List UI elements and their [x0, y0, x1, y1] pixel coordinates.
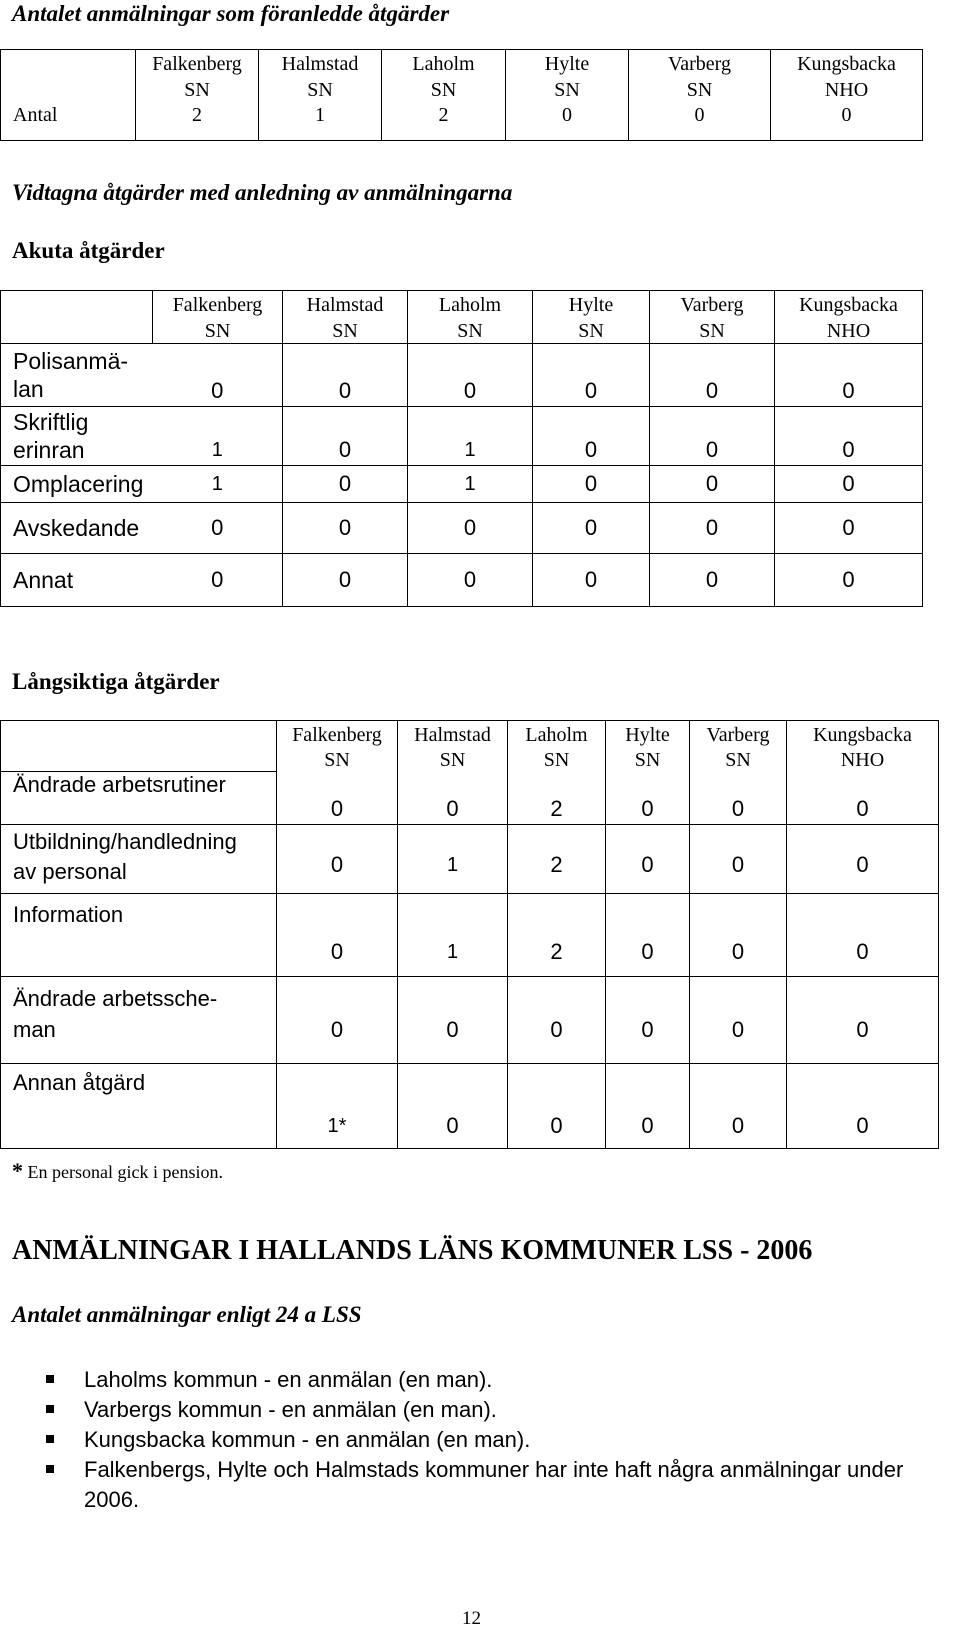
table-cell: 1	[408, 407, 533, 466]
table-cell: 2	[382, 102, 506, 141]
table-row	[1, 772, 939, 825]
table-cell: 0	[775, 344, 923, 407]
row-label: Antal	[1, 102, 136, 141]
list-item: Falkenbergs, Hylte och Halmstads kommuner har inte haft några anmälningar under 2006.	[44, 1455, 934, 1515]
table-cell: 0	[408, 554, 533, 607]
col-header: Laholm	[382, 50, 506, 77]
table-cell: 2	[508, 894, 606, 977]
col-header: Hylte	[606, 721, 690, 748]
col-subheader: SN	[382, 76, 506, 102]
table-cell: 0	[408, 503, 533, 554]
subsection-title-lss: Antalet anmälningar enligt 24 a LSS	[12, 1302, 362, 1327]
col-header: Hylte	[506, 50, 629, 77]
table-cell: 2	[508, 772, 606, 825]
row-label: Avskedande	[1, 503, 153, 554]
table-cell: 0	[277, 977, 398, 1064]
col-subheader: SN	[690, 747, 787, 772]
table-cell: 0	[398, 977, 508, 1064]
table-cell: 0	[690, 1064, 787, 1149]
table-cell: 0	[277, 772, 398, 825]
table-cell: 0	[606, 772, 690, 825]
table-akuta	[0, 290, 923, 607]
row-label: Ändrade arbetssche- man	[1, 977, 277, 1064]
table-header-row	[1, 50, 923, 77]
list-item: Laholms kommun - en anmälan (en man).	[44, 1365, 934, 1395]
table-cell: 0	[408, 344, 533, 407]
col-header: Kungsbacka	[771, 50, 923, 77]
bullet-list	[44, 1365, 934, 1515]
table-cell: 0	[283, 344, 408, 407]
col-subheader: SN	[283, 317, 408, 344]
table-row	[1, 407, 923, 466]
row-label: Utbildning/handledning av personal	[1, 825, 277, 894]
footnote-mark: *	[12, 1158, 23, 1183]
row-label: Ändrade arbetsrutiner	[1, 772, 277, 825]
table-cell: 0	[690, 772, 787, 825]
row-label: Polisanmä- lan	[1, 344, 153, 407]
table-cell: 0	[153, 344, 283, 407]
col-subheader: SN	[606, 747, 690, 772]
section-title-vidtagna: Vidtagna åtgärder med anledning av anmälningarna	[12, 180, 513, 205]
col-subheader: SN	[136, 76, 259, 102]
subsection-title-langsiktiga: Långsiktiga åtgärder	[12, 669, 220, 694]
list-item: Varbergs kommun - en anmälan (en man).	[44, 1395, 934, 1425]
table-row	[1, 466, 923, 503]
table-row	[1, 977, 939, 1064]
footnote-text: En personal gick i pension.	[23, 1162, 223, 1182]
table-row	[1, 102, 923, 141]
table-cell: 0	[775, 503, 923, 554]
table-cell: 0	[153, 503, 283, 554]
table-cell: 0	[787, 1064, 939, 1149]
col-header: Halmstad	[398, 721, 508, 748]
col-subheader: SN	[408, 317, 533, 344]
col-header: Varberg	[650, 291, 775, 318]
table-cell: 0	[533, 503, 650, 554]
table-corner	[1, 291, 153, 318]
page-number: 12	[462, 1608, 481, 1629]
col-subheader: SN	[506, 76, 629, 102]
table-cell: 0	[650, 344, 775, 407]
list-item: Kungsbacka kommun - en anmälan (en man).	[44, 1425, 934, 1455]
bullet-square-icon	[46, 1375, 54, 1383]
table-cell: 0	[508, 977, 606, 1064]
table-cell: 0	[606, 894, 690, 977]
table-cell: 0	[690, 894, 787, 977]
table-cell: 0	[398, 1064, 508, 1149]
table-langsiktiga	[0, 720, 939, 1149]
table-cell: 0	[283, 503, 408, 554]
col-subheader: SN	[533, 317, 650, 344]
table-header-row	[1, 291, 923, 318]
table-cell: 0	[787, 977, 939, 1064]
col-subheader: NHO	[787, 747, 939, 772]
col-header: Falkenberg	[153, 291, 283, 318]
footnote	[12, 1158, 223, 1184]
table-cell: 0	[787, 772, 939, 825]
col-header: Falkenberg	[277, 721, 398, 748]
table-cell: 0	[533, 344, 650, 407]
table-cell: 1	[259, 102, 382, 141]
col-subheader: SN	[277, 747, 398, 772]
table-cell: 0	[283, 554, 408, 607]
col-header: Varberg	[629, 50, 771, 77]
section-title-lss: ANMÄLNINGAR I HALLANDS LÄNS KOMMUNER LSS - 2006	[12, 1235, 813, 1266]
table-cell: 0	[629, 102, 771, 141]
col-subheader: NHO	[771, 76, 923, 102]
table-cell: 1	[153, 466, 283, 503]
table-cell: 0	[690, 825, 787, 894]
table-cell: 1*	[277, 1064, 398, 1149]
col-header: Falkenberg	[136, 50, 259, 77]
table-cell: 1	[153, 407, 283, 466]
col-subheader: SN	[398, 747, 508, 772]
table-row	[1, 344, 923, 407]
table-cell: 0	[606, 825, 690, 894]
col-header: Laholm	[508, 721, 606, 748]
table-cell: 0	[533, 407, 650, 466]
table-row	[1, 894, 939, 977]
table-cell: 0	[283, 466, 408, 503]
table-cell: 2	[136, 102, 259, 141]
col-header: Kungsbacka	[787, 721, 939, 748]
table-cell: 0	[775, 407, 923, 466]
table-cell: 0	[771, 102, 923, 141]
table-corner	[1, 721, 277, 748]
col-subheader: SN	[508, 747, 606, 772]
table-row	[1, 554, 923, 607]
row-label: Skriftlig erinran	[1, 407, 153, 466]
table-cell: 0	[533, 554, 650, 607]
table-cell: 0	[787, 825, 939, 894]
table-cell: 0	[775, 466, 923, 503]
table-header-row	[1, 721, 939, 748]
table-cell: 1	[398, 894, 508, 977]
table-sub-row	[1, 317, 923, 344]
row-label: Omplacering	[1, 466, 153, 503]
col-subheader: SN	[650, 317, 775, 344]
col-header: Hylte	[533, 291, 650, 318]
table-corner	[1, 747, 277, 772]
col-subheader: SN	[153, 317, 283, 344]
table-cell: 0	[650, 466, 775, 503]
table-cell: 0	[508, 1064, 606, 1149]
table-antal	[0, 49, 923, 141]
table-cell: 0	[283, 407, 408, 466]
table-row	[1, 825, 939, 894]
table-sub-row	[1, 747, 939, 772]
table-cell: 0	[277, 825, 398, 894]
table-cell: 0	[775, 554, 923, 607]
col-subheader: SN	[629, 76, 771, 102]
row-label: Annat	[1, 554, 153, 607]
table-corner	[1, 76, 136, 102]
table-row	[1, 503, 923, 554]
subsection-title-akuta: Akuta åtgärder	[12, 238, 165, 263]
table-cell: 0	[606, 977, 690, 1064]
table-sub-row	[1, 76, 923, 102]
row-label: Annan åtgärd	[1, 1064, 277, 1149]
col-header: Laholm	[408, 291, 533, 318]
col-header: Halmstad	[259, 50, 382, 77]
table-cell: 0	[398, 772, 508, 825]
table-cell: 0	[153, 554, 283, 607]
section-title-anmalningar: Antalet anmälningar som föranledde åtgärder	[12, 1, 450, 26]
table-cell: 1	[398, 825, 508, 894]
table-cell: 0	[787, 894, 939, 977]
table-corner	[1, 50, 136, 77]
table-cell: 0	[506, 102, 629, 141]
col-header: Halmstad	[283, 291, 408, 318]
table-row	[1, 1064, 939, 1149]
table-corner	[1, 317, 153, 344]
table-cell: 0	[650, 554, 775, 607]
table-cell: 0	[650, 503, 775, 554]
bullet-square-icon	[46, 1465, 54, 1473]
col-header: Kungsbacka	[775, 291, 923, 318]
bullet-square-icon	[46, 1405, 54, 1413]
col-header: Varberg	[690, 721, 787, 748]
row-label: Information	[1, 894, 277, 977]
table-cell: 0	[277, 894, 398, 977]
col-subheader: SN	[259, 76, 382, 102]
table-cell: 0	[650, 407, 775, 466]
table-cell: 0	[690, 977, 787, 1064]
table-cell: 2	[508, 825, 606, 894]
table-cell: 0	[533, 466, 650, 503]
table-cell: 1	[408, 466, 533, 503]
col-subheader: NHO	[775, 317, 923, 344]
bullet-square-icon	[46, 1435, 54, 1443]
table-cell: 0	[606, 1064, 690, 1149]
